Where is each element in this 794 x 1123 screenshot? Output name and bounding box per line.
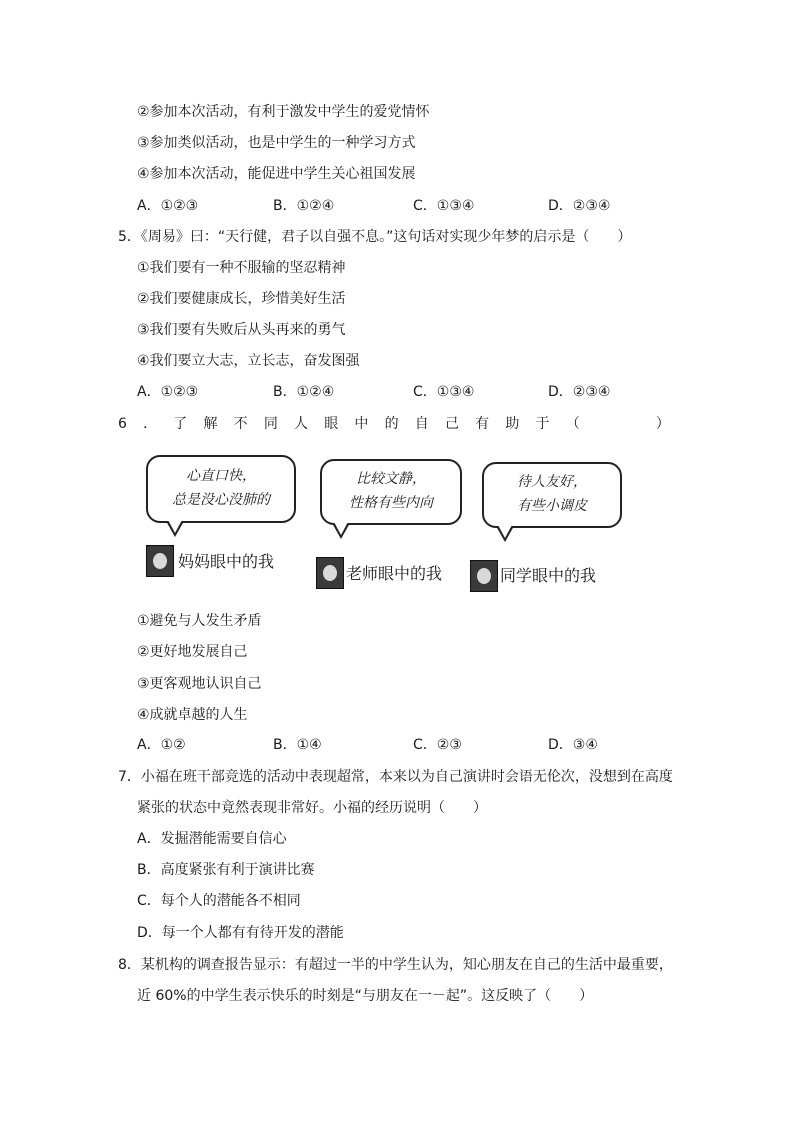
q4-option-a: A．①②③: [137, 198, 199, 214]
caption-classmate: 同学眼中的我: [500, 566, 597, 585]
classmate-avatar-icon: [470, 560, 498, 592]
q6-stem-char: 己: [444, 416, 459, 432]
bubble-text-line2: 总是没心没肺的: [172, 492, 270, 508]
q5-option-a: A．①②③: [137, 384, 199, 400]
q6-item-3: ③更客观地认识自己: [137, 676, 262, 692]
bubble-tail-inner: [168, 520, 182, 533]
q5-item-1: ①我们要有一种不服输的坚忍精神: [137, 260, 346, 276]
bubble-text-line2: 有些小调皮: [517, 498, 587, 514]
q4-option-b: B．①②④: [273, 198, 335, 214]
q6-stem-char: 有: [475, 416, 490, 432]
q4-item-3: ③参加类似活动，也是中学生的一种学习方式: [137, 135, 416, 151]
bubble-text-line1: 心直口快，: [186, 468, 256, 484]
q5-stem: 5．《周易》曰：“天行健，君子以自强不息。”这句话对实现少年梦的启示是（ ）: [118, 229, 632, 245]
q8-stem-line2: 近 60%的中学生表示快乐的时刻是“与朋友在一－起”。这反映了（ ）: [137, 988, 594, 1004]
q6-stem-char: 助: [505, 416, 520, 432]
bubble-text-line1: 比较文静，: [356, 471, 426, 487]
q4-item-2: ②参加本次活动，有利于激发中学生的爱党情怀: [137, 104, 430, 120]
q5-item-4: ④我们要立大志，立长志，奋发图强: [137, 353, 360, 369]
q7-stem-line2: 紧张的状态中竟然表现非常好。小福的经历说明（ ）: [137, 800, 487, 816]
q6-option-d: D．③④: [548, 737, 598, 753]
q4-item-4: ④参加本次活动，能促进中学生关心祖国发展: [137, 166, 416, 182]
speech-bubble-classmate: [482, 462, 622, 528]
bubble-text-line2: 性格有些内向: [349, 495, 433, 511]
q4-option-c: C．①③④: [413, 198, 475, 214]
bubble-tail-inner: [498, 525, 512, 538]
q6-stem-char: 解: [203, 416, 218, 432]
q4-option-d: D．②③④: [548, 198, 611, 214]
bubble-text-line1: 待人友好，: [517, 474, 587, 490]
speech-bubble-teacher: [320, 459, 462, 525]
q6-stem-char: 不: [233, 416, 248, 432]
q6-stem-char: 中: [354, 416, 369, 432]
mom-avatar-icon: [146, 545, 174, 577]
q6-stem-char: 同: [263, 416, 278, 432]
q6-stem-char: 自: [414, 416, 429, 432]
q7-choice-c: C．每个人的潜能各不相同: [137, 893, 301, 909]
q5-item-3: ③我们要有失败后从头再来的勇气: [137, 322, 346, 338]
q6-stem-char: ．: [143, 416, 158, 432]
speech-bubble-mom: [146, 455, 296, 523]
q6-options: [137, 735, 657, 755]
q6-item-1: ①避免与人发生矛盾: [137, 613, 262, 629]
q5-item-2: ②我们要健康成长，珍惜美好生活: [137, 291, 346, 307]
q6-stem-char: （: [565, 416, 580, 432]
q6-stem-char: 人: [294, 416, 309, 432]
q7-choice-b: B．高度紧张有利于演讲比赛: [137, 862, 315, 878]
q5-option-b: B．①②④: [273, 384, 335, 400]
q5-options: [137, 382, 657, 402]
q6-option-b: B．①④: [273, 737, 322, 753]
q5-option-d: D．②③④: [548, 384, 611, 400]
q7-choice-d: D．每一个人都有有待开发的潜能: [137, 925, 344, 941]
q6-stem-char: 的: [384, 416, 399, 432]
q6-item-2: ②更好地发展自己: [137, 644, 248, 660]
q7-choice-a: A．发掘潜能需要自信心: [137, 831, 287, 847]
teacher-avatar-icon: [316, 557, 344, 589]
caption-mom: 妈妈眼中的我: [178, 552, 275, 571]
q8-stem-line1: 8．某机构的调查报告显示：有超过一半的中学生认为，知心朋友在自己的生活中最重要，: [118, 957, 673, 973]
q6-stem-char: ）: [655, 416, 670, 432]
q5-option-c: C．①③④: [413, 384, 475, 400]
q6-item-4: ④成就卓越的人生: [137, 707, 248, 723]
caption-teacher: 老师眼中的我: [346, 564, 443, 583]
q4-options: [137, 196, 657, 216]
bubble-tail-inner: [334, 522, 348, 535]
q7-stem-line1: 7．小福在班干部竞选的活动中表现超常，本来以为自己演讲时会语无伦次，没想到在高度: [118, 769, 673, 785]
q6-stem-char: 于: [535, 416, 550, 432]
q6-stem-char: 了: [173, 416, 188, 432]
q6-option-a: A．①②: [137, 737, 186, 753]
q6-stem: [118, 413, 670, 435]
q6-stem-char: 6: [118, 416, 127, 432]
q6-option-c: C．②③: [413, 737, 462, 753]
q6-stem-char: 眼: [324, 416, 339, 432]
